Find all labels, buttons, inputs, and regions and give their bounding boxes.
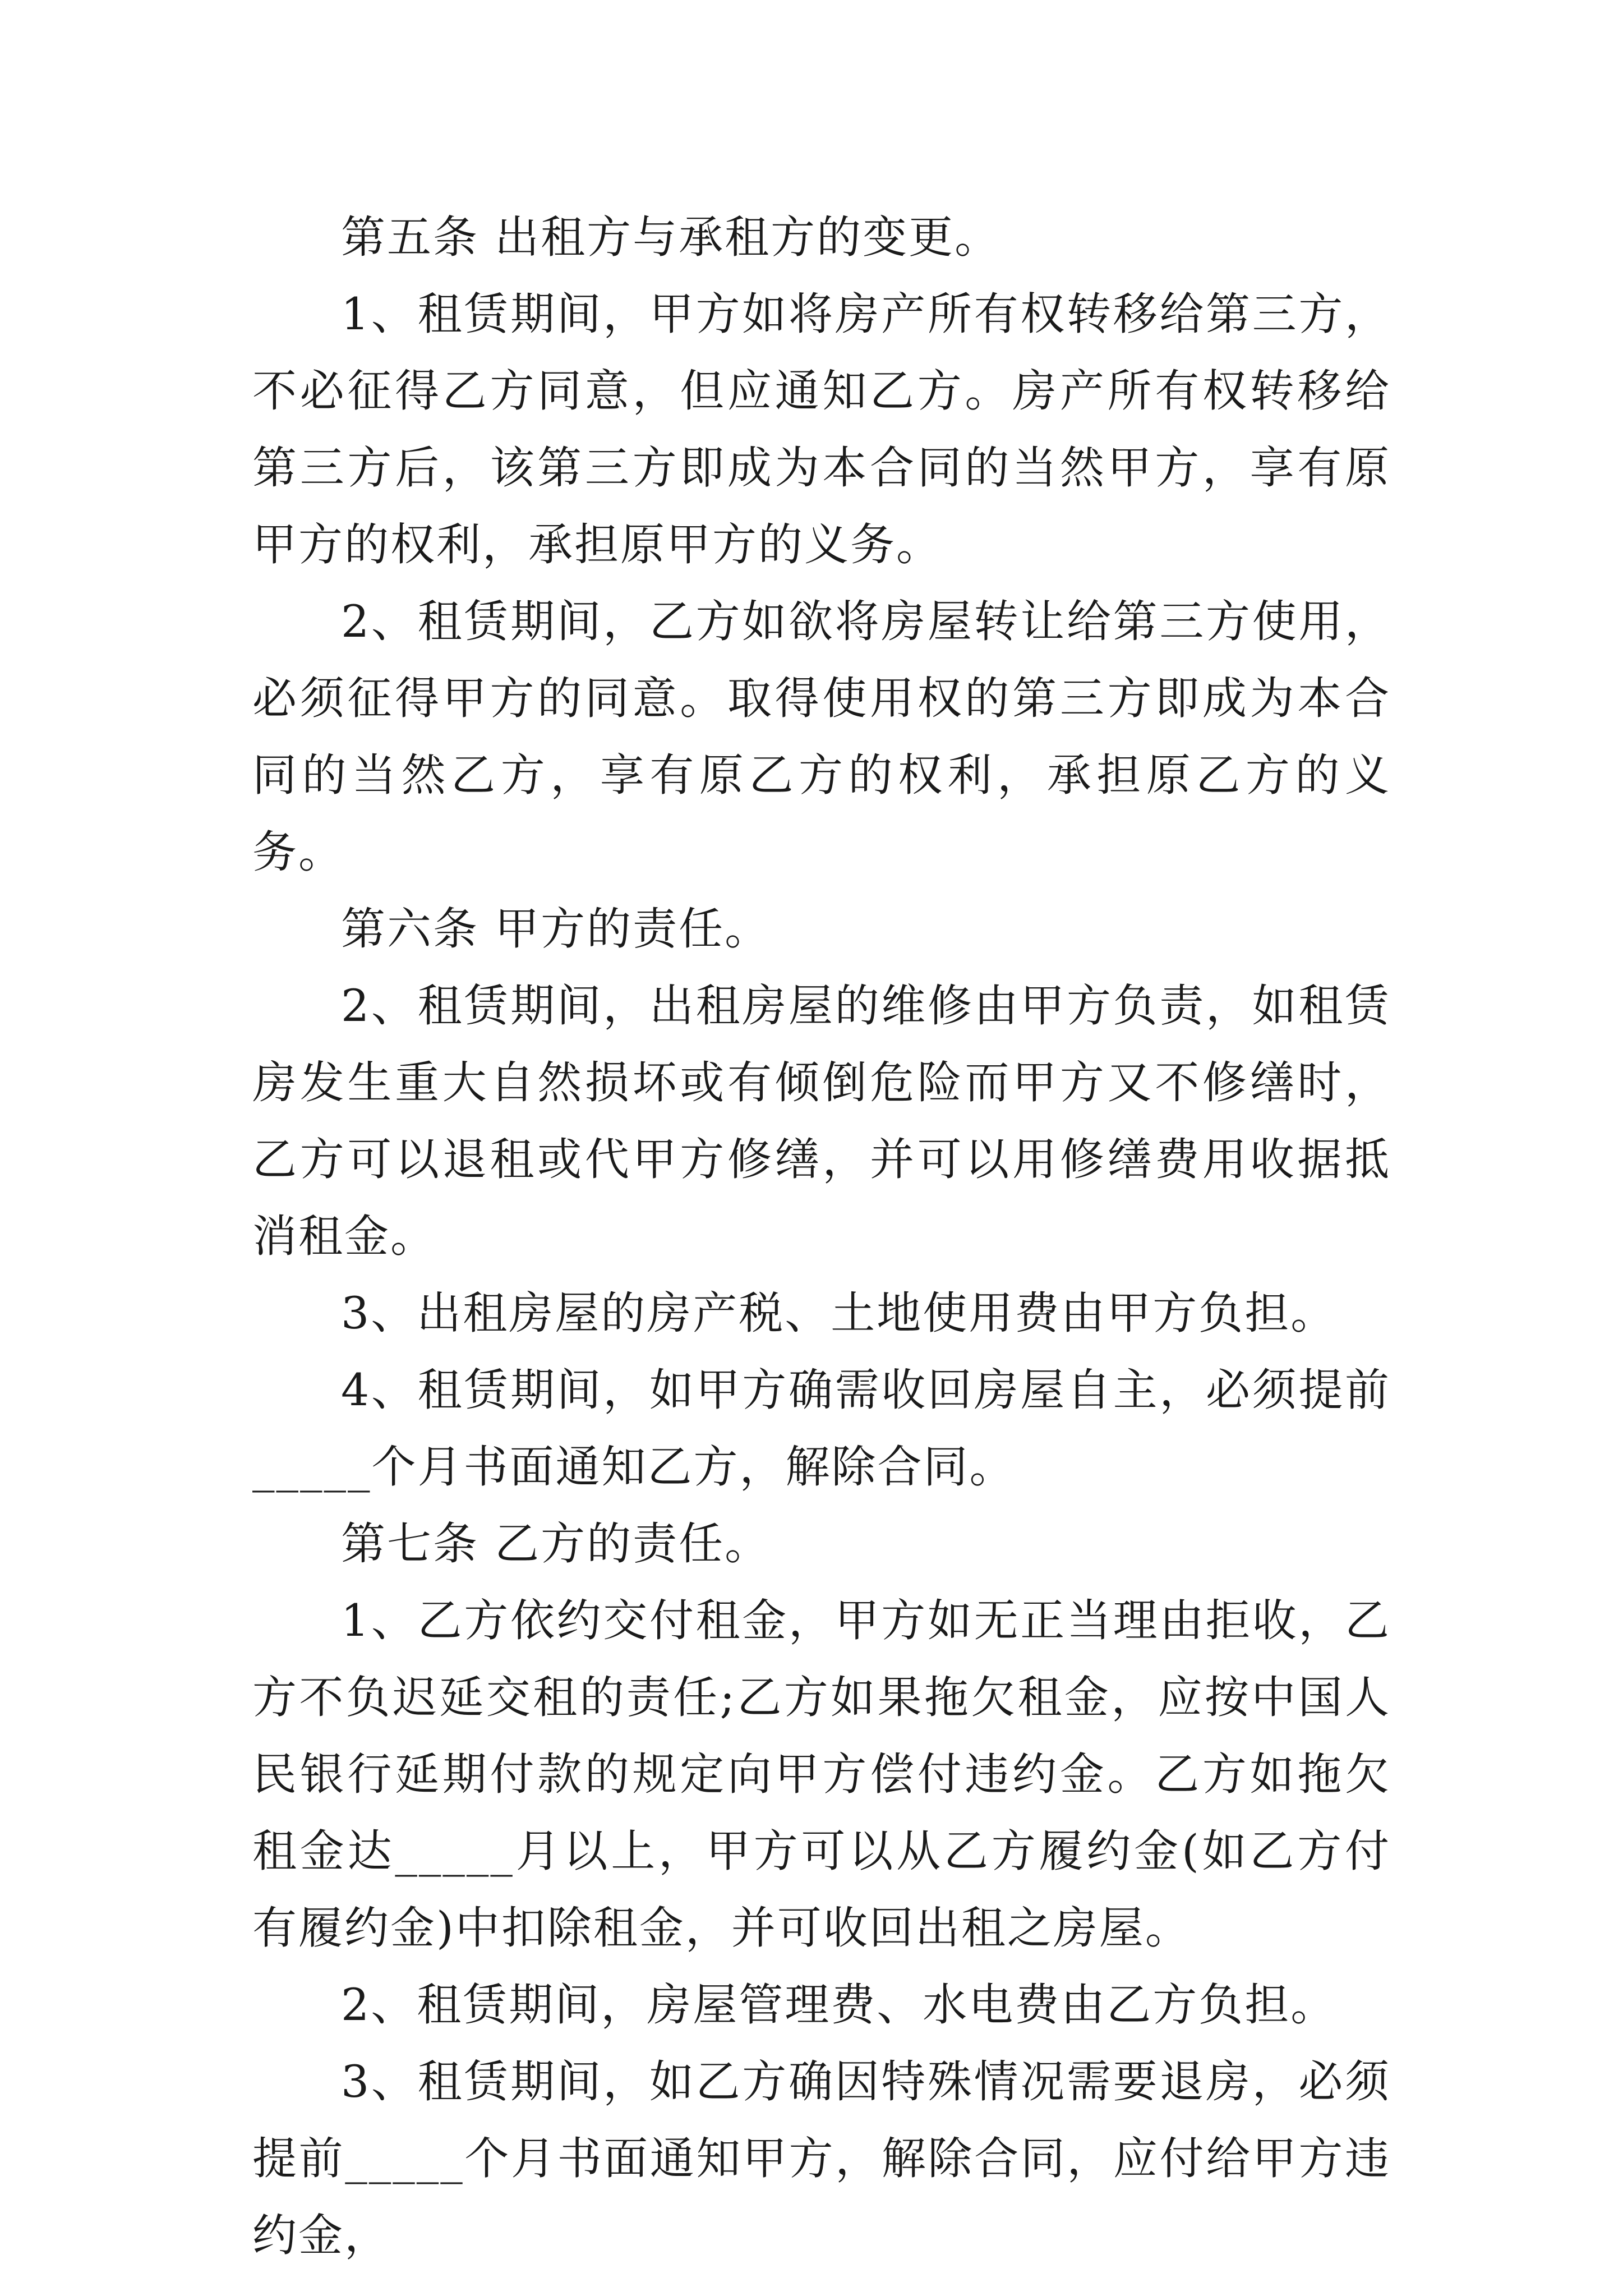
article-5-clause-2: 2、租赁期间，乙方如欲将房屋转让给第三方使用，必须征得甲方的同意。取得使用权的第三方即成为本合同的当然乙方，享有原乙方的权利，承担原乙方的义务。 [252,596,1391,878]
document-body [252,199,1391,2274]
article-5-heading: 第五条 出租方与承租方的变更。 [341,211,1001,263]
article-6-heading: 第六条 甲方的责任。 [341,903,771,955]
article-7-clause-2: 2、租赁期间，房屋管理费、水电费由乙方负担。 [341,1979,1337,2031]
article-6-clause-2: 2、租赁期间，出租房屋的维修由甲方负责，如租赁房发生重大自然损坏或有倾倒危险而甲方又不修缮时，乙方可以退租或代甲方修缮，并可以用修缮费用收据抵消租金。 [252,980,1391,1262]
article-7-clause-3: 3、租赁期间，如乙方确因特殊情况需要退房，必须提前_____个月书面通知甲方，解除合同，应付给甲方违约金， [252,2056,1391,2261]
article-5-clause-1: 1、租赁期间，甲方如将房产所有权转移给第三方，不必征得乙方同意，但应通知乙方。房产所有权转移给第三方后，该第三方即成为本合同的当然甲方，享有原甲方的权利，承担原甲方的义务。 [252,288,1391,570]
article-7-heading: 第七条 乙方的责任。 [341,1518,771,1570]
article-7-clause-1: 1、乙方依约交付租金，甲方如无正当理由拒收，乙方不负迟延交租的责任;乙方如果拖欠租金，应按中国人民银行延期付款的规定向甲方偿付违约金。乙方如拖欠租金达_____月以上，甲方可以从乙方履约金(如乙方付有履约金)中扣除租金，并可收回出租之房屋。 [252,1595,1391,1954]
article-6-clause-4: 4、租赁期间，如甲方确需收回房屋自主，必须提前_____个月书面通知乙方，解除合同。 [252,1364,1391,1493]
article-6-clause-3: 3、出租房屋的房产税、土地使用费由甲方负担。 [341,1287,1337,1339]
